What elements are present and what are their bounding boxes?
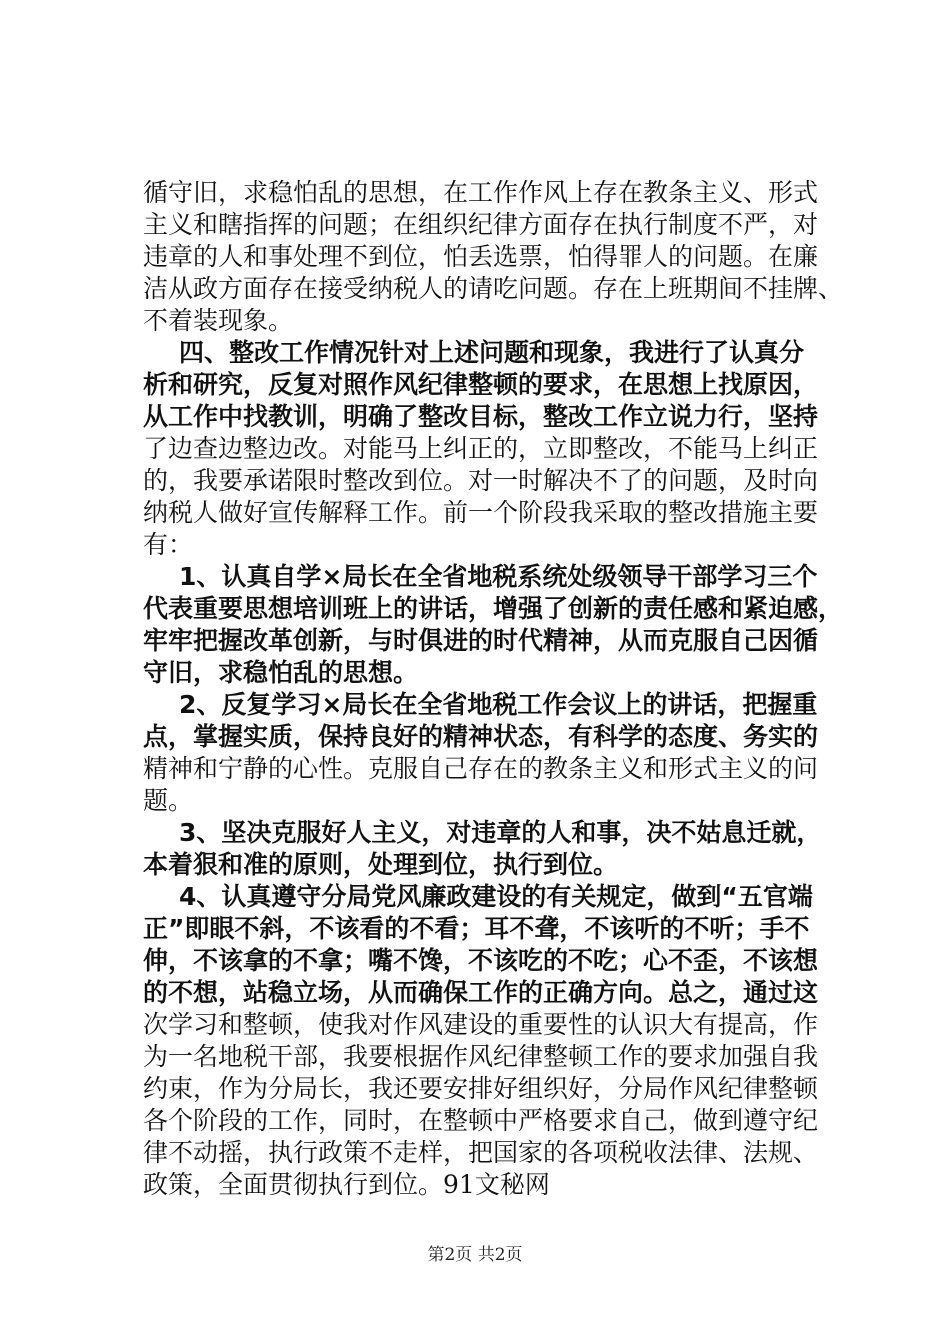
text-line: 1、认真自学×局长在全省地税系统处级领导干部学习三个: [179, 562, 818, 591]
text-line: 纳税人做好宣传解释工作。前一个阶段我采取的整改措施主要: [143, 498, 819, 527]
text-line: 精神和宁静的心性。克服自己存在的教条主义和形式主义的问: [143, 754, 819, 783]
text-line: 违章的人和事处理不到位，怕丢选票，怕得罪人的问题。在廉: [143, 242, 819, 271]
text-line: 不着装现象。: [143, 306, 294, 335]
text-line: 律不动摇，执行政策不走样，把国家的各项税收法律、法规、: [143, 1138, 819, 1167]
text-line: 正”即眼不斜，不该看的不看；耳不聋，不该听的不听；手不: [143, 914, 810, 943]
text-line: 题。: [143, 786, 194, 815]
text-line: 主义和瞎指挥的问题；在组织纪律方面存在执行制度不严，对: [143, 210, 819, 239]
text-line: 为一名地税干部，我要根据作风纪律整顿工作的要求加强自我: [143, 1042, 819, 1071]
text-line: 的，我要承诺限时整改到位。对一时解决不了的问题，及时向: [143, 466, 819, 495]
text-line: 政策，全面贯彻执行到位。91文秘网: [143, 1170, 550, 1199]
text-line: 析和研究，反复对照作风纪律整顿的要求，在思想上找原因，: [143, 370, 819, 399]
text-line: 3、坚决克服好人主义，对违章的人和事，决不姑息迁就，: [179, 818, 822, 847]
page-number-label: 第2页 共2页: [427, 1245, 523, 1265]
text-line: 代表重要思想培训班上的讲话，增强了创新的责任感和紧迫感，: [143, 594, 844, 623]
text-line: 本着狠和准的原则，处理到位，执行到位。: [143, 850, 619, 879]
text-line: 各个阶段的工作，同时，在整顿中严格要求自己，做到遵守纪: [143, 1106, 819, 1135]
text-line: 次学习和整顿，使我对作风建设的重要性的认识大有提高，作: [143, 1010, 819, 1039]
text-line: 了边查边整边改。对能马上纠正的，立即整改，不能马上纠正: [143, 434, 819, 463]
text-line: 2、反复学习×局长在全省地税工作会议上的讲话，把握重: [179, 690, 818, 719]
text-line: 4、认真遵守分局党风廉政建设的有关规定，做到“五官端: [179, 882, 813, 911]
text-line: 的不想，站稳立场，从而确保工作的正确方向。总之，通过这: [143, 978, 819, 1007]
page-footer: [0, 1240, 950, 1265]
text-line: 从工作中找教训，明确了整改目标，整改工作立说力行，坚持: [143, 402, 819, 431]
text-line: 伸，不该拿的不拿；嘴不馋，不该吃的不吃；心不歪，不该想: [143, 946, 819, 975]
text-line: 守旧，求稳怕乱的思想。: [143, 658, 419, 687]
text-line: 牢牢把握改革创新，与时俱进的时代精神，从而克服自己因循: [143, 626, 819, 655]
text-line: 四、整改工作情况针对上述问题和现象，我进行了认真分: [179, 338, 805, 367]
text-line: 有：: [143, 530, 194, 559]
text-line: 循守旧，求稳怕乱的思想，在工作作风上存在教条主义、形式: [143, 178, 819, 207]
text-line: 约束，作为分局长，我还要安排好组织好，分局作风纪律整顿: [143, 1074, 819, 1103]
document-body: [143, 177, 843, 1201]
text-line: 洁从政方面存在接受纳税人的请吃问题。存在上班期间不挂牌、: [143, 274, 844, 303]
text-line: 点，掌握实质，保持良好的精神状态，有科学的态度、务实的: [143, 722, 819, 751]
